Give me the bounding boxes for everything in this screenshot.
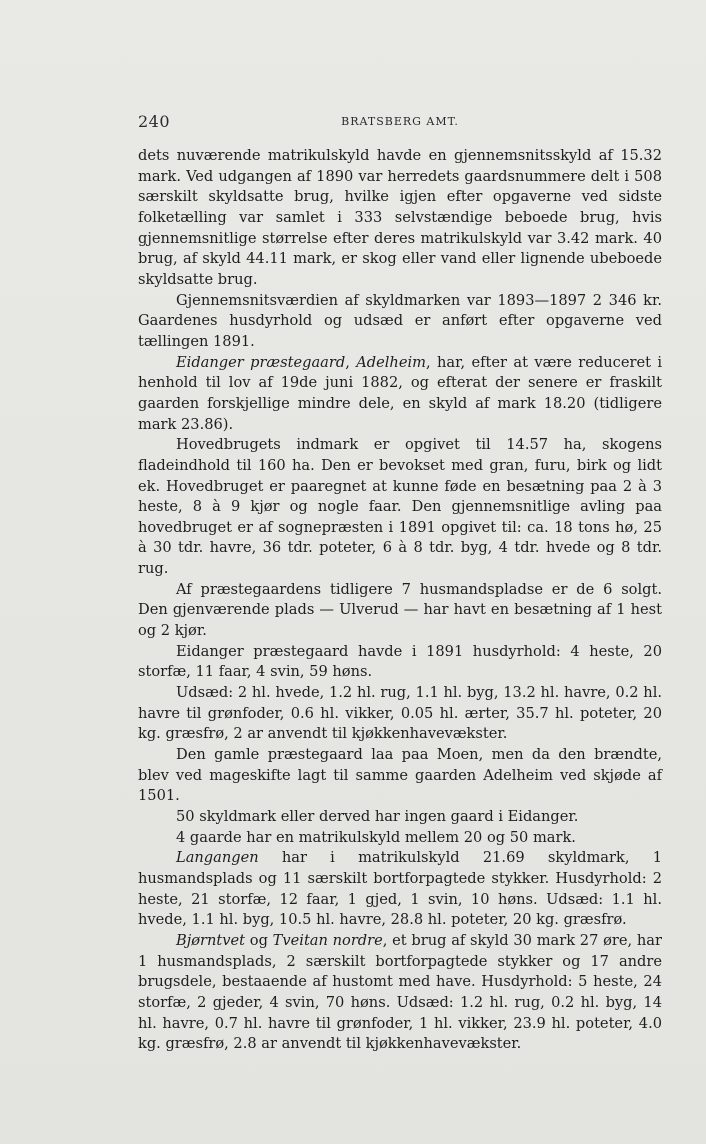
place-name: Eidanger præstegaard (176, 353, 346, 371)
paragraph-text: , et brug af skyld 30 mark 27 øre, har 1 husmandsplads, 2 særskilt bortforpagtede stykker og 17 andre brugsdele, bestaaende af hustomt med have. Husdyrhold: 5 heste, 24 storfæ, 2 gjeder, 4 svin, 70 høns. Udsæd: 1.2 hl. rug, 0.2 hl. byg, 14 hl. havre, 0.7 hl. havre til grønfoder, 1 hl. vikker, 23.9 hl. poteter, 4.0 kg. græsfrø, 2.8 ar anvendt til kjøkkenhavevækster. (138, 931, 662, 1053)
place-name: Langangen (176, 849, 259, 867)
page-number: 240 (138, 112, 171, 131)
running-head: BRATSBERG AMT. (341, 115, 459, 128)
conjunction: og (245, 931, 273, 949)
separator: , (345, 353, 357, 371)
place-name: Bjørntvet (176, 931, 246, 949)
paragraph: 4 gaarde har en matrikulskyld mellem 20 og 50 mark. (176, 828, 576, 846)
paragraph (138, 931, 662, 1055)
paragraph: Af præstegaardens tidligere 7 husmandspladse er de 6 solgt. Den gjenværende plads — Ulverud — har havt en besætning af 1 hest og 2 kjør. (138, 580, 662, 640)
paragraph: Udsæd: 2 hl. hvede, 1.2 hl. rug, 1.1 hl. byg, 13.2 hl. havre, 0.2 hl. havre til grønfoder, 0.6 hl. vikker, 0.05 hl. ærter, 35.7 hl. poteter, 20 kg. græsfrø, 2 ar anvendt til kjøkkenhavevækster. (138, 684, 662, 743)
paragraph-text: , har, efter at være reduceret i henhold til lov af 19de juni 1882, og efterat der senere er fraskilt gaarden forskjellige mindre dele, en skyld af mark 18.20 (tidligere mark 23.86). (138, 353, 663, 433)
paragraph: Hovedbrugets indmark er opgivet til 14.57 ha, skogens fladeindhold til 160 ha. Den er bevokset med gran, furu, birk og lidt ek. Hovedbruget er paaregnet at kunne føde en besætning paa 2 à 3 heste, 8 à 9 kjør og nogle faar. Den gjennemsnitlige avling paa hovedbruget er af sognepræsten i 1891 opgivet til: ca. 18 tons hø, 25 à 30 tdr. havre, 36 tdr. poteter, 6 à 8 tdr. byg, 4 tdr. hvede og 8 tdr. rug. (138, 436, 662, 578)
paragraph: Den gamle præstegaard laa paa Moen, men da den brændte, blev ved mageskifte lagt til samme gaarden Adelheim ved skjøde af 1501. (138, 746, 662, 805)
body-text (138, 146, 662, 1055)
paragraph-text: har i matrikulskyld 21.69 skyldmark, 1 husmandsplads og 11 særskilt bortforpagtede stykker. Husdyrhold: 2 heste, 21 storfæ, 12 faar, 1 gjed, 1 svin, 10 høns. Udsæd: 1.1 hl. hvede, 1.1 hl. byg, 10.5 hl. havre, 28.8 hl. poteter, 20 kg. græsfrø. (138, 849, 662, 929)
paragraph: Gjennemsnitsværdien af skyldmarken var 1893—1897 2 346 kr. Gaardenes husdyrhold og udsæd er anført efter opgaverne ved tællingen 1891. (138, 291, 662, 350)
paragraph (138, 353, 662, 436)
paragraph: 50 skyldmark eller derved har ingen gaard i Eidanger. (176, 808, 579, 825)
page-header (138, 112, 662, 134)
paragraph: Eidanger præstegaard havde i 1891 husdyrhold: 4 heste, 20 storfæ, 11 faar, 4 svin, 59 høns. (138, 642, 662, 681)
paragraph: dets nuværende matrikulskyld havde en gjennemsnitsskyld af 15.32 mark. Ved udgangen af 1890 var herredets gaardsnummere delt i 508 særskilt skyldsatte brug, hvilke igjen efter opgaverne ved sidste folketælling var samlet i 333 selvstændige beboede brug, hvis gjennemsnitlige størrelse efter deres matrikulskyld var 3.42 mark. 40 brug, af skyld 44.11 mark, er skog eller vand eller lignende ubeboede skyldsatte brug. (138, 147, 662, 288)
paragraph (138, 848, 662, 931)
place-name: Adelheim (356, 353, 426, 371)
place-name: Tveitan nordre (272, 931, 383, 949)
